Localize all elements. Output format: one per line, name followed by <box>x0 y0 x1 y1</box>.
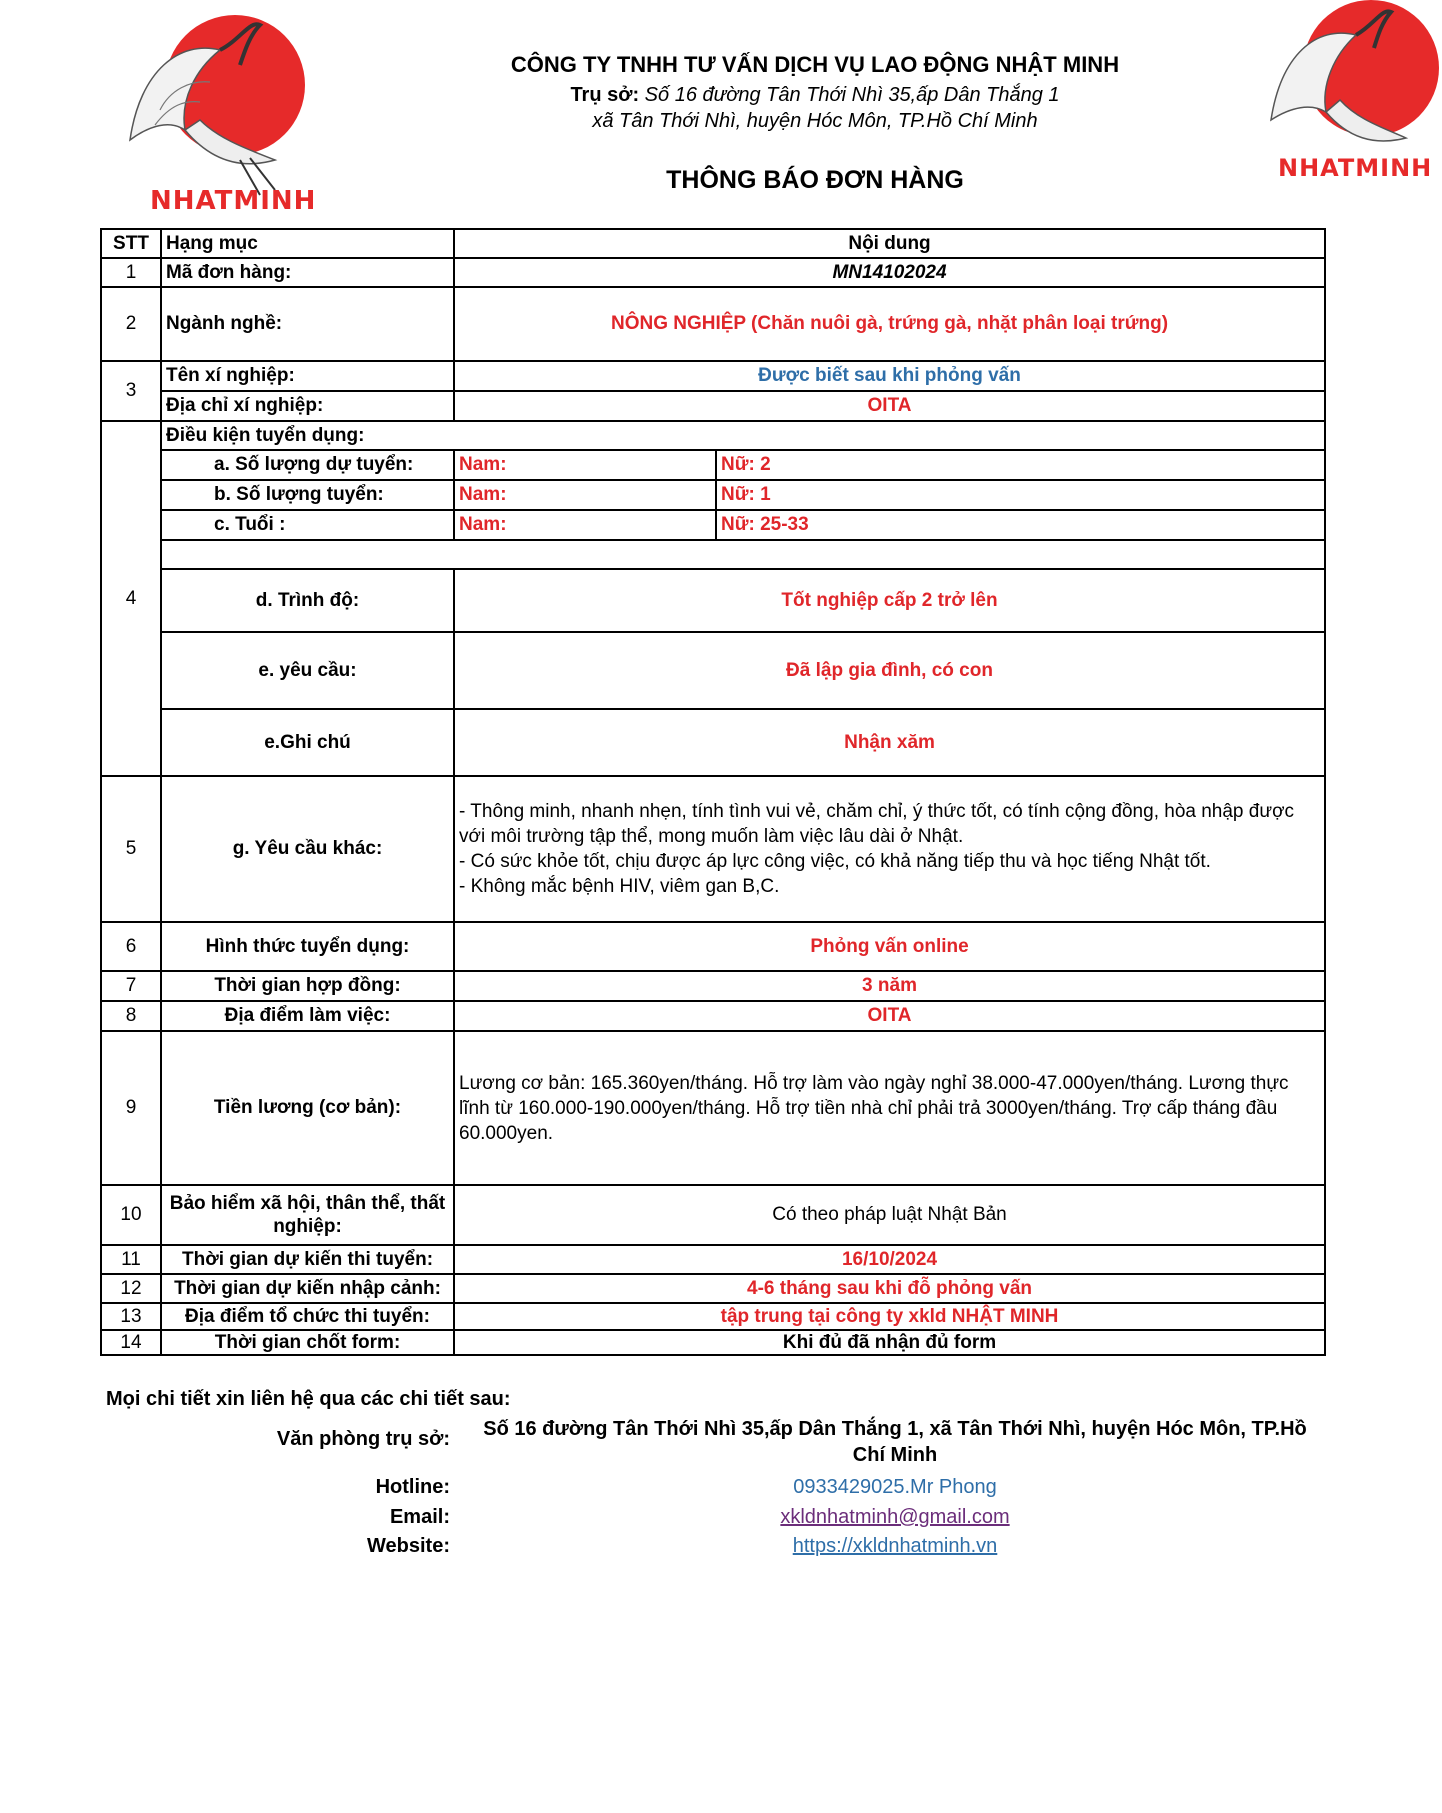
row-label: Hình thức tuyển dụng: <box>161 922 454 971</box>
entry-time-value: 4-6 tháng sau khi đỗ phỏng vấn <box>454 1274 1325 1303</box>
table-row <box>101 776 1325 922</box>
row-label: b. Số lượng tuyển: <box>161 480 454 510</box>
row-stt: 11 <box>101 1245 161 1274</box>
row-stt: 8 <box>101 1001 161 1031</box>
contract-value: 3 năm <box>454 971 1325 1001</box>
table-row <box>101 1303 1325 1330</box>
email-label: Email: <box>389 1506 450 1528</box>
col-item: Hạng mục <box>161 229 454 258</box>
table-row <box>101 480 1325 510</box>
table-row <box>101 1031 1325 1185</box>
crane-sun-icon <box>100 10 320 210</box>
company-name-value: Được biết sau khi phỏng vấn <box>454 361 1325 391</box>
industry-value: NÔNG NGHIỆP (Chăn nuôi gà, trứng gà, nhặt phân loại trứng) <box>454 287 1325 361</box>
row-label: Tên xí nghiệp: <box>161 361 454 391</box>
row-stt: 13 <box>101 1303 161 1330</box>
requirement-value: Đã lập gia đình, có con <box>454 632 1325 709</box>
table-header-row <box>101 229 1325 258</box>
female-count: Nữ: 1 <box>716 480 1325 510</box>
row-stt: 6 <box>101 922 161 971</box>
row-stt: 1 <box>101 258 161 287</box>
website-link[interactable]: https://xkldnhatminh.vn <box>792 1535 998 1557</box>
table-row <box>101 569 1325 632</box>
table-row <box>101 391 1325 421</box>
table-row <box>101 632 1325 709</box>
row-label: g. Yêu cầu khác: <box>161 776 454 922</box>
requirement-line: - Có sức khỏe tốt, chịu được áp lực công việc, có khả năng tiếp thu và học tiếng Nhật tốt. <box>459 851 1211 872</box>
row-stt: 2 <box>101 287 161 361</box>
row-label: e.Ghi chú <box>161 709 454 776</box>
requirement-line: - Không mắc bệnh HIV, viêm gan B,C. <box>459 876 780 897</box>
row-label: Bảo hiểm xã hội, thân thể, thất nghiệp: <box>161 1185 454 1245</box>
row-label: Thời gian hợp đồng: <box>161 971 454 1001</box>
note-value: Nhận xăm <box>454 709 1325 776</box>
table-row <box>101 258 1325 287</box>
row-label: Thời gian chốt form: <box>161 1330 454 1355</box>
company-name: CÔNG TY TNHH TƯ VẤN DỊCH VỤ LAO ĐỘNG NHẬT MINH <box>510 52 1120 77</box>
page-title: THÔNG BÁO ĐƠN HÀNG <box>666 166 964 194</box>
col-stt: STT <box>101 229 161 258</box>
row-label: Ngành nghề: <box>161 287 454 361</box>
table-row <box>101 1185 1325 1245</box>
table-row <box>101 287 1325 361</box>
row-stt: 12 <box>101 1274 161 1303</box>
male-count: Nam: <box>454 480 716 510</box>
education-value: Tốt nghiệp cấp 2 trở lên <box>454 569 1325 632</box>
row-label: Thời gian dự kiến nhập cảnh: <box>161 1274 454 1303</box>
row-stt: 9 <box>101 1031 161 1185</box>
empty-cell <box>161 540 1325 569</box>
male-age: Nam: <box>454 510 716 540</box>
row-label: Tiền lương (cơ bản): <box>161 1031 454 1185</box>
address-label: Trụ sở: <box>570 84 640 106</box>
table-row <box>101 971 1325 1001</box>
company-address-line1 <box>330 84 1300 107</box>
company-address-value: OITA <box>454 391 1325 421</box>
table-row <box>101 1274 1325 1303</box>
requirement-line: - Thông minh, nhanh nhẹn, tính tình vui vẻ, chăm chỉ, ý thức tốt, có tính cộng đồng, hòa nhập được với môi trường tập thể, mong muốn làm việc lâu dài ở Nhật. <box>459 801 1295 847</box>
table-row-empty <box>101 540 1325 569</box>
exam-location-value: tập trung tại công ty xkld NHẬT MINH <box>454 1303 1325 1330</box>
workplace-value: OITA <box>454 1001 1325 1031</box>
row-label: e. yêu cầu: <box>161 632 454 709</box>
address-text: Số 16 đường Tân Thới Nhì 35,ấp Dân Thắng 1 <box>644 84 1060 106</box>
company-address-line2: xã Tân Thới Nhì, huyện Hóc Môn, TP.Hồ Chí Minh <box>592 110 1038 132</box>
insurance-value: Có theo pháp luật Nhật Bản <box>454 1185 1325 1245</box>
website-label: Website: <box>367 1535 450 1557</box>
email-link[interactable]: xkldnhatminh@gmail.com <box>780 1506 1010 1528</box>
table-row <box>101 1330 1325 1355</box>
col-content: Nội dung <box>454 229 1325 258</box>
row-label: c. Tuổi : <box>161 510 454 540</box>
row-label: Địa chỉ xí nghiệp: <box>161 391 454 421</box>
row-label: Thời gian dự kiến thi tuyển: <box>161 1245 454 1274</box>
brand-logo-text: NHATMINH <box>150 186 317 216</box>
order-code: MN14102024 <box>454 258 1325 287</box>
table-row <box>101 361 1325 391</box>
hotline-label: Hotline: <box>375 1476 450 1498</box>
contact-intro: Mọi chi tiết xin liên hệ qua các chi tiết sau: <box>106 1388 511 1410</box>
female-count: Nữ: 2 <box>716 450 1325 480</box>
row-label: Địa điểm tổ chức thi tuyển: <box>161 1303 454 1330</box>
female-age: Nữ: 25-33 <box>716 510 1325 540</box>
row-stt: 3 <box>101 361 161 421</box>
order-table <box>100 228 1326 1356</box>
male-count: Nam: <box>454 450 716 480</box>
table-row <box>101 922 1325 971</box>
table-row <box>101 1001 1325 1031</box>
form-deadline-value: Khi đủ đã nhận đủ form <box>454 1330 1325 1355</box>
exam-date-value: 16/10/2024 <box>454 1245 1325 1274</box>
table-row <box>101 709 1325 776</box>
company-logo-left <box>100 10 320 220</box>
row-stt: 10 <box>101 1185 161 1245</box>
brand-logo-text: NHATMINH <box>1278 154 1433 182</box>
office-address: Số 16 đường Tân Thới Nhì 35,ấp Dân Thắng 1, xã Tân Thới Nhì, huyện Hóc Môn, TP.Hồ Chí Minh <box>483 1418 1307 1466</box>
row-label: Mã đơn hàng: <box>161 258 454 287</box>
table-row <box>101 510 1325 540</box>
row-label: d. Trình độ: <box>161 569 454 632</box>
table-row <box>101 421 1325 450</box>
row-label: a. Số lượng dự tuyển: <box>161 450 454 480</box>
row-stt: 5 <box>101 776 161 922</box>
other-requirements <box>454 776 1325 922</box>
hotline-link[interactable]: 0933429025.Mr Phong <box>793 1476 997 1498</box>
row-stt: 7 <box>101 971 161 1001</box>
row-label: Điều kiện tuyển dụng: <box>161 421 1325 450</box>
row-stt: 4 <box>101 421 161 776</box>
row-stt: 14 <box>101 1330 161 1355</box>
office-label: Văn phòng trụ sở: <box>276 1428 450 1450</box>
row-label: Địa điểm làm việc: <box>161 1001 454 1031</box>
recruit-form-value: Phỏng vấn online <box>454 922 1325 971</box>
table-row <box>101 450 1325 480</box>
salary-value: Lương cơ bản: 165.360yen/tháng. Hỗ trợ làm vào ngày nghỉ 38.000-47.000yen/tháng. Lương thực lĩnh từ 160.000-190.000yen/tháng. Hỗ trợ tiền nhà chỉ phải trả 3000yen/tháng. Trợ cấp tháng đầu 60.000yen. <box>454 1031 1325 1185</box>
table-row <box>101 1245 1325 1274</box>
